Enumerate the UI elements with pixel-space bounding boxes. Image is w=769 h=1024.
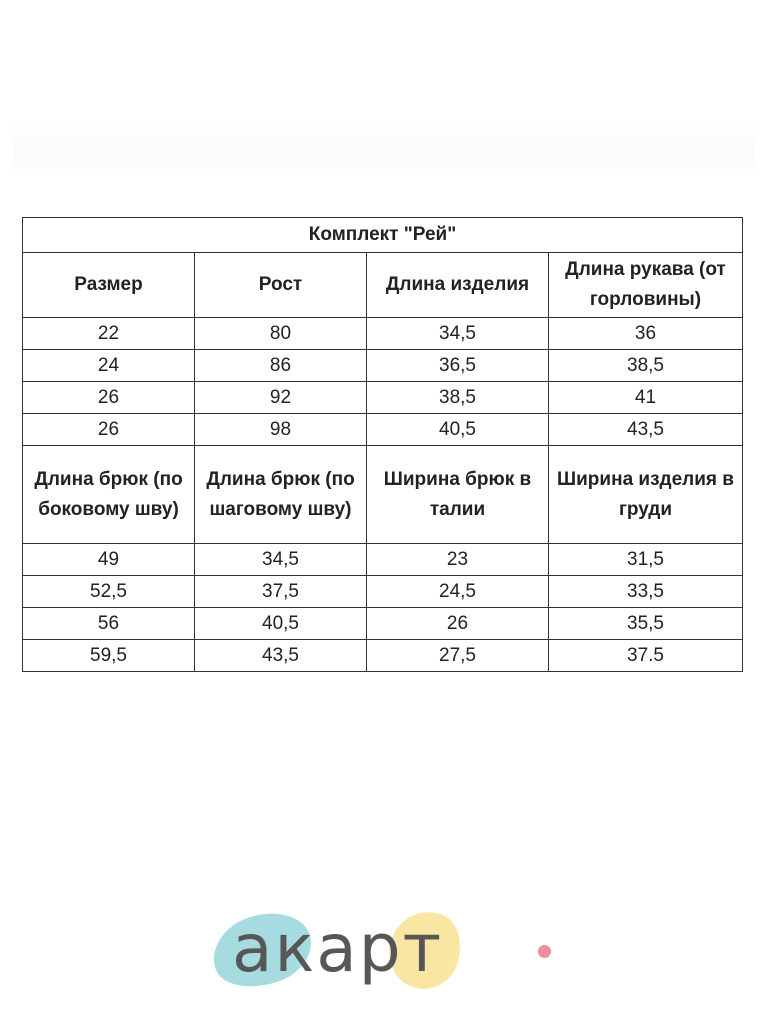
table-cell: 43,5 <box>195 640 367 672</box>
faint-background-band <box>14 118 754 180</box>
table-cell: 40,5 <box>367 414 549 446</box>
table-cell: 31,5 <box>549 544 743 576</box>
table-cell: 38,5 <box>367 382 549 414</box>
table-cell: 34,5 <box>367 318 549 350</box>
table-cell: 33,5 <box>549 576 743 608</box>
table-row <box>23 318 743 350</box>
header-cell: Длина брюк (по боковому шву) <box>23 446 195 544</box>
table-cell: 26 <box>23 382 195 414</box>
table-row <box>23 576 743 608</box>
table-cell: 26 <box>23 414 195 446</box>
table-row <box>23 544 743 576</box>
table-cell: 43,5 <box>549 414 743 446</box>
table-cell: 40,5 <box>195 608 367 640</box>
table-row <box>23 382 743 414</box>
header-cell: Рост <box>195 253 367 318</box>
table-row <box>23 350 743 382</box>
logo-pink-dot <box>538 945 551 958</box>
table-title-row <box>23 218 743 253</box>
header-row-1 <box>23 253 743 318</box>
table-row <box>23 608 743 640</box>
table-cell: 34,5 <box>195 544 367 576</box>
header-cell: Размер <box>23 253 195 318</box>
table-cell: 56 <box>23 608 195 640</box>
table-row <box>23 640 743 672</box>
table-cell: 35,5 <box>549 608 743 640</box>
table-cell: 49 <box>23 544 195 576</box>
table-cell: 41 <box>549 382 743 414</box>
table-cell: 24,5 <box>367 576 549 608</box>
table-row <box>23 414 743 446</box>
table-title: Комплект "Рей" <box>23 218 743 253</box>
header-row-2 <box>23 446 743 544</box>
table-cell: 37,5 <box>195 576 367 608</box>
table-cell: 27,5 <box>367 640 549 672</box>
table-cell: 24 <box>23 350 195 382</box>
logo-wordmark: акарт <box>232 910 444 987</box>
header-cell: Ширина брюк в талии <box>367 446 549 544</box>
header-cell: Ширина изделия в груди <box>549 446 743 544</box>
table-cell: 59,5 <box>23 640 195 672</box>
size-chart-table <box>22 217 743 672</box>
header-cell: Длина изделия <box>367 253 549 318</box>
table-cell: 80 <box>195 318 367 350</box>
table-cell: 36 <box>549 318 743 350</box>
table-cell: 86 <box>195 350 367 382</box>
table-cell: 52,5 <box>23 576 195 608</box>
table-cell: 92 <box>195 382 367 414</box>
table-cell: 36,5 <box>367 350 549 382</box>
header-cell: Длина рукава (от горловины) <box>549 253 743 318</box>
brand-logo <box>210 905 570 995</box>
table-cell: 26 <box>367 608 549 640</box>
header-cell: Длина брюк (по шаговому шву) <box>195 446 367 544</box>
table-cell: 38,5 <box>549 350 743 382</box>
table-cell: 23 <box>367 544 549 576</box>
table-cell: 37.5 <box>549 640 743 672</box>
table-cell: 22 <box>23 318 195 350</box>
table-cell: 98 <box>195 414 367 446</box>
